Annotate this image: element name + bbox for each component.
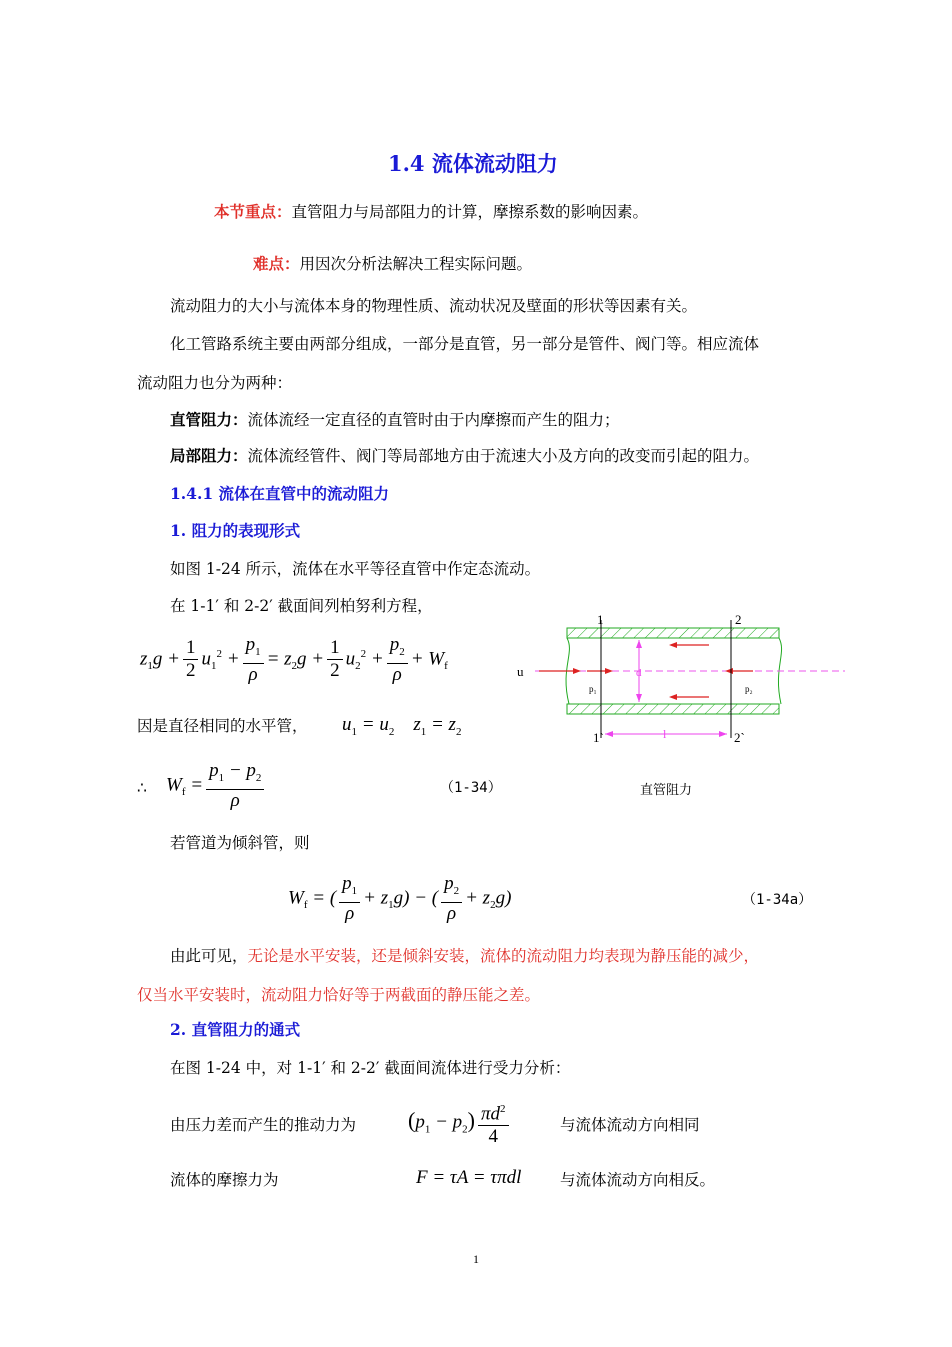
focus-label: 本节重点： [214, 202, 292, 221]
equal-conditions: $u_1 = u_2$ $z_1 = z_2$ [342, 714, 462, 738]
difficulty-line [253, 254, 532, 274]
pipe-bottom-wall [567, 704, 779, 714]
pressure-arrow-right-head [725, 668, 733, 674]
page-title: 1.4 流体流动阻力 [388, 151, 558, 176]
paragraph-1: 流动阻力的大小与流体本身的物理性质、流动状况及壁面的形状等因素有关。 [170, 297, 698, 315]
definition-straight-text: 流体流经一定直径的直管时由于内摩擦而产生的阻力； [247, 411, 620, 429]
figure-label-p1: p₁ [589, 684, 597, 694]
force-2-formula: F = τA = τπdl [416, 1167, 522, 1188]
section-heading-1-4-1: 1.4.1 流体在直管中的流动阻力 [170, 484, 390, 503]
subsection-heading-1: 1. 阻力的表现形式 [170, 521, 301, 540]
length-arrow-right [719, 731, 727, 737]
definition-local-text: 流体流经管件、阀门等局部地方由于流速大小及方向的改变而引起的阻力。 [247, 447, 760, 465]
friction-arrow-bottom-head [669, 694, 677, 700]
paragraph-4: 在 1-1′ 和 2-2′ 截面间列柏努利方程， [170, 597, 433, 615]
subsection-heading-2: 2. 直管阻力的通式 [170, 1020, 301, 1039]
paragraph-3: 如图 1-24 所示，流体在水平等径直管中作定态流动。 [170, 560, 541, 578]
force-1-note: 与流体流动方向相同 [560, 1116, 700, 1134]
figure-label-1p: 1` [593, 730, 604, 745]
equation-1-34a: $W_f$ = ( $\frac{p_1}{\rho}$ + $z_1g$) − ( $\frac{p_2}{\rho}$ + $z_2g$) [288, 873, 512, 924]
equation-1-34: $W_f$ = $\frac{p_1 - p_2}{\rho}$ [166, 760, 267, 812]
bernoulli-equation: $z_1g$ + $\frac{1}{2}$ $u_1^2$ + $\frac{p_1}{\rho}$ = $z_2g$ + $\frac{1}{2}$ $u_2^2$ + $\frac{p_2}{\rho}$ + $W_f$ [140, 634, 448, 685]
incline-text: 若管道为倾斜管，则 [170, 834, 310, 852]
focus-text: 直管阻力与局部阻力的计算，摩擦系数的影响因素。 [291, 203, 649, 221]
because-text: 因是直径相同的水平管， [137, 717, 308, 735]
difficulty-label: 难点： [253, 254, 300, 273]
figure-label-p2: p₂ [745, 684, 753, 694]
force-2-label: 流体的摩擦力为 [170, 1171, 279, 1189]
paragraph-5: 在图 1-24 中，对 1-1′ 和 2-2′ 截面间流体进行受力分析： [170, 1059, 571, 1077]
paragraph-2-line-1: 化工管路系统主要由两部分组成，一部分是直管，另一部分是管件、阀门等。相应流体 [170, 335, 760, 353]
pipe-top-wall [567, 628, 779, 638]
pipe-figure [505, 608, 850, 788]
therefore-symbol: ∴ [137, 779, 147, 797]
page-number: 1 [473, 1252, 479, 1266]
conclusion-red-1: 无论是水平安装，还是倾斜安装，流体的流动阻力均表现为静压能的减少， [247, 947, 760, 965]
diameter-arrow-top [636, 640, 642, 648]
force-2-note: 与流体流动方向相反。 [560, 1171, 716, 1189]
conclusion-prefix: 由此可见， [170, 947, 248, 965]
figure-label-2p: 2` [734, 730, 745, 745]
figure-label-2: 2 [735, 612, 742, 627]
equation-number-1-34: （1-34） [440, 780, 502, 796]
force-1-label: 由压力差而产生的推动力为 [170, 1116, 357, 1134]
focus-line [214, 202, 648, 222]
figure-label-d: d [636, 667, 642, 679]
figure-caption: 直管阻力 [640, 783, 693, 798]
conclusion-line-2: 仅当水平安装时，流动阻力恰好等于两截面的静压能之差。 [137, 986, 541, 1004]
diameter-arrow-bottom [636, 694, 642, 702]
figure-label-u: u [517, 664, 524, 679]
equation-number-1-34a: （1-34a） [742, 892, 813, 908]
pressure-arrow-left-head [605, 668, 613, 674]
flow-arrow-head [573, 668, 581, 674]
paragraph-2-line-2: 流动阻力也分为两种： [137, 374, 293, 392]
figure-label-1: 1 [597, 612, 604, 627]
definition-local-label: 局部阻力： [170, 446, 248, 465]
length-arrow-left [605, 731, 613, 737]
friction-arrow-top-head [669, 642, 677, 648]
conclusion-line-1 [170, 946, 759, 966]
definition-straight-resistance [170, 410, 620, 430]
definition-local-resistance [170, 446, 759, 466]
difficulty-text: 用因次分析法解决工程实际问题。 [299, 255, 533, 273]
definition-straight-label: 直管阻力： [170, 410, 248, 429]
force-1-formula: $(p_1 - p_2)$ $\frac{\pi d^2}{4}$ [408, 1098, 512, 1148]
figure-label-l: l [663, 727, 667, 741]
